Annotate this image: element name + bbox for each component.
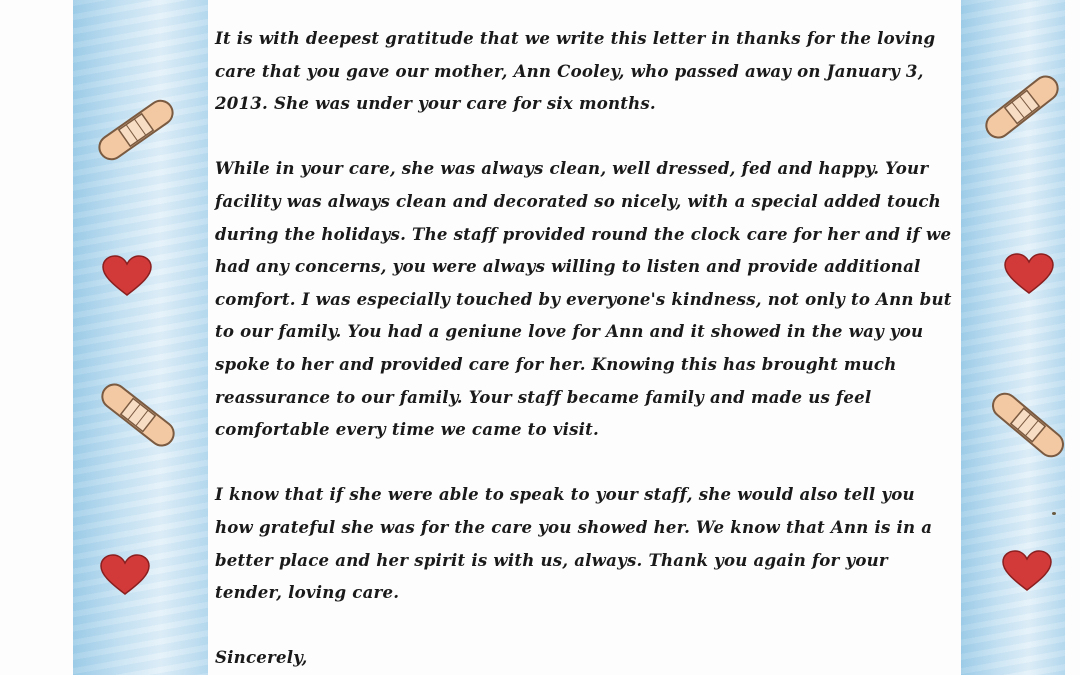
scan-speck [1052, 512, 1056, 515]
bandage-icon [88, 375, 188, 455]
heart-icon [99, 554, 151, 596]
heart-icon [1001, 550, 1053, 592]
heart-icon [1003, 253, 1055, 295]
bandage-icon [972, 72, 1072, 142]
bandage-icon [978, 385, 1078, 465]
letter-paragraph-2: While in your care, she was always clean, well dressed, fed and happy. Your facility was always clean and decorated so nicely, with a special added touch during the holidays. The staff provided round the clock care for her and if we had any concerns, you were always willing to listen and provide additional comfort. I was especially touched by everyone's kindness, not only to Ann but to our family. You had a geniune love for Ann and it showed in the way you spoke to her and provided care for her. Knowing this has brought much reassurance to our family. Your staff became family and made us feel comfortable every time we came to visit. [215, 158, 952, 440]
heart-icon [101, 255, 153, 297]
letter-signoff: Sincerely, [215, 647, 308, 668]
bandage-icon [86, 95, 186, 165]
letter-paragraph-3: I know that if she were able to speak to your staff, she would also tell you how grateful she was for the care you showed her. We know that Ann is in a better place and her spirit is with us, always. Thank you again for your tender, loving care. [215, 484, 933, 603]
letter-body [215, 22, 957, 674]
letter-paragraph-1: It is with deepest gratitude that we write this letter in thanks for the loving care that you gave our mother, Ann Cooley, who passed away on January 3, 2013. She was under your care for six months. [215, 28, 936, 114]
